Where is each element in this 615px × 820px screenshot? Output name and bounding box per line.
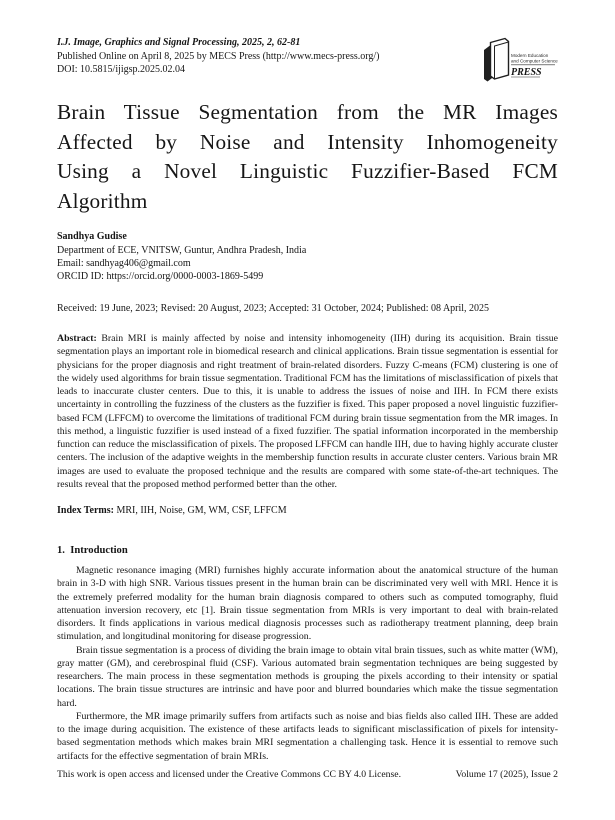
paper-title-line-3: Using a Novel Linguistic Fuzzifier-Based FCM (57, 159, 558, 184)
index-terms-label: Index Terms: (57, 505, 114, 517)
intro-paragraph-2: Brain tissue segmentation is a process of dividing the brain image to obtain vital brain tissues, such as white matter (WM), gray matter (GM), and cerebrospinal fluid (CSF). Various automated brain segmentation techniques are being suggested by researchers. The main process in these segmentation methods is grouping the pixels according to their intensity or spatial locations. The brain tissue structures are intrinsic and have poor and blurred boundaries which make the tissue segmentation hard. (57, 644, 558, 709)
page-header (57, 36, 558, 84)
author-affiliation: Department of ECE, VNITSW, Guntur, Andhra Pradesh, India (57, 244, 307, 256)
index-terms-text: MRI, IIH, Noise, GM, WM, CSF, LFFCM (116, 505, 287, 517)
footer-license-text: This work is open access and licensed under the Creative Commons CC BY 4.0 License. (57, 769, 402, 780)
author-name: Sandhya Gudise (57, 231, 127, 243)
mecs-press-logo-icon (478, 37, 558, 84)
logo-text-line2: and Computer Science (511, 58, 558, 64)
article-dates-line: Received: 19 June, 2023; Revised: 20 August, 2023; Accepted: 31 October, 2024; Published: 08 April, 2025 (57, 303, 490, 315)
author-orcid: ORCID ID: https://orcid.org/0000-0003-1869-5499 (57, 270, 264, 282)
doi-line: DOI: 10.5815/ijigsp.2025.02.04 (57, 64, 186, 76)
journal-info (57, 36, 380, 77)
paper-title-line-2: Affected by Noise and Intensity Inhomogeneity (57, 129, 558, 154)
author-block (57, 230, 558, 283)
index-terms-line (57, 505, 558, 516)
logo-press-text: PRESS (511, 67, 542, 78)
paper-title-line-4: Algorithm (57, 188, 148, 213)
paper-title-line-1: Brain Tissue Segmentation from the MR Images (57, 100, 558, 124)
intro-paragraph-1: Magnetic resonance imaging (MRI) furnishes highly accurate information about the anatomical structure of the human brain in 3-D with high SNR. Various tissues present in the human brain can be discriminated very well with MRI. Hence it is the extremely preferred modality for the human brain diagnosis compared to others such as computed tomography, fluid attenuation inversion recovery, etc [1]. Brain tissue segmentation from MRIs is very important to deal with brain-related disorders. It finds applications in various medical diagnosis processes such as radiotherapy treatment planning, deep brain stimulation, and longitudinal monitoring for disease progression. (57, 565, 558, 643)
introduction-section (57, 564, 558, 763)
abstract-label: Abstract: (57, 333, 97, 345)
intro-paragraph-3: Furthermore, the MR image primarily suffers from artifacts such as noise and bias fields also called IIH. These are added to the image during acquisition. The existence of these artifacts leads to significant misclassification of pixels for intensity-based segmentation methods which makes brain MRI segmentation a challenging task. Hence it is essential to remove such artifacts for the effective segmentation of brain MRIs. (57, 710, 558, 762)
abstract-paragraph (57, 332, 558, 491)
paper-title (57, 98, 558, 216)
author-email: Email: sandhyag406@gmail.com (57, 257, 191, 269)
page-footer (57, 769, 558, 781)
section-1-heading: 1. Introduction (57, 545, 128, 557)
logo-text-line1: Modern Education (511, 53, 549, 58)
footer-volume-issue: Volume 17 (2025), Issue 2 (455, 769, 558, 780)
abstract-text: Brain MRI is mainly affected by noise and intensity inhomogeneity (IIH) during its acquisition. Brain tissue segmentation plays an important role in biomedical research and clinical applications. Brain tissue segmentation is essential for physicians for the proper diagnosis and right treatment of brain-related disorders. Fuzzy C-means (FCM) clustering is one of the widely used algorithms for brain tissue segmentation. Traditional FCM has the limitations of misclassification of pixels that leads to inaccurate cluster centers. Due to this, it is unable to address the issues of noise and IIH. In FCM there exists uncertainty in controlling the fuzziness of the clusters as the fuzzifier is fixed. This paper proposed a novel linguistic fuzzifier-based FCM (LFFCM) to overcome the limitations of traditional FCM during brain tissue segmentation from the MR images. In this method, a linguistic fuzzifier is used instead of a fixed fuzzifier. The spatial information incorporated in the membership function can reduce the misclassification of pixels. The proposed LFFCM can handle IIH, due to having highly accurate cluster centers. The inclusion of the adaptive weights in the membership function results in accurate cluster centers. Various brain MR images are used to evaluate the proposed technique and the results are compared with some state-of-the-art techniques. The results reveal that the proposed method performed better than the other. (57, 333, 559, 490)
journal-title-line: I.J. Image, Graphics and Signal Processing, 2025, 2, 62-81 (57, 37, 301, 48)
published-online-line: Published Online on April 8, 2025 by MECS Press (http://www.mecs-press.org/) (57, 50, 380, 62)
